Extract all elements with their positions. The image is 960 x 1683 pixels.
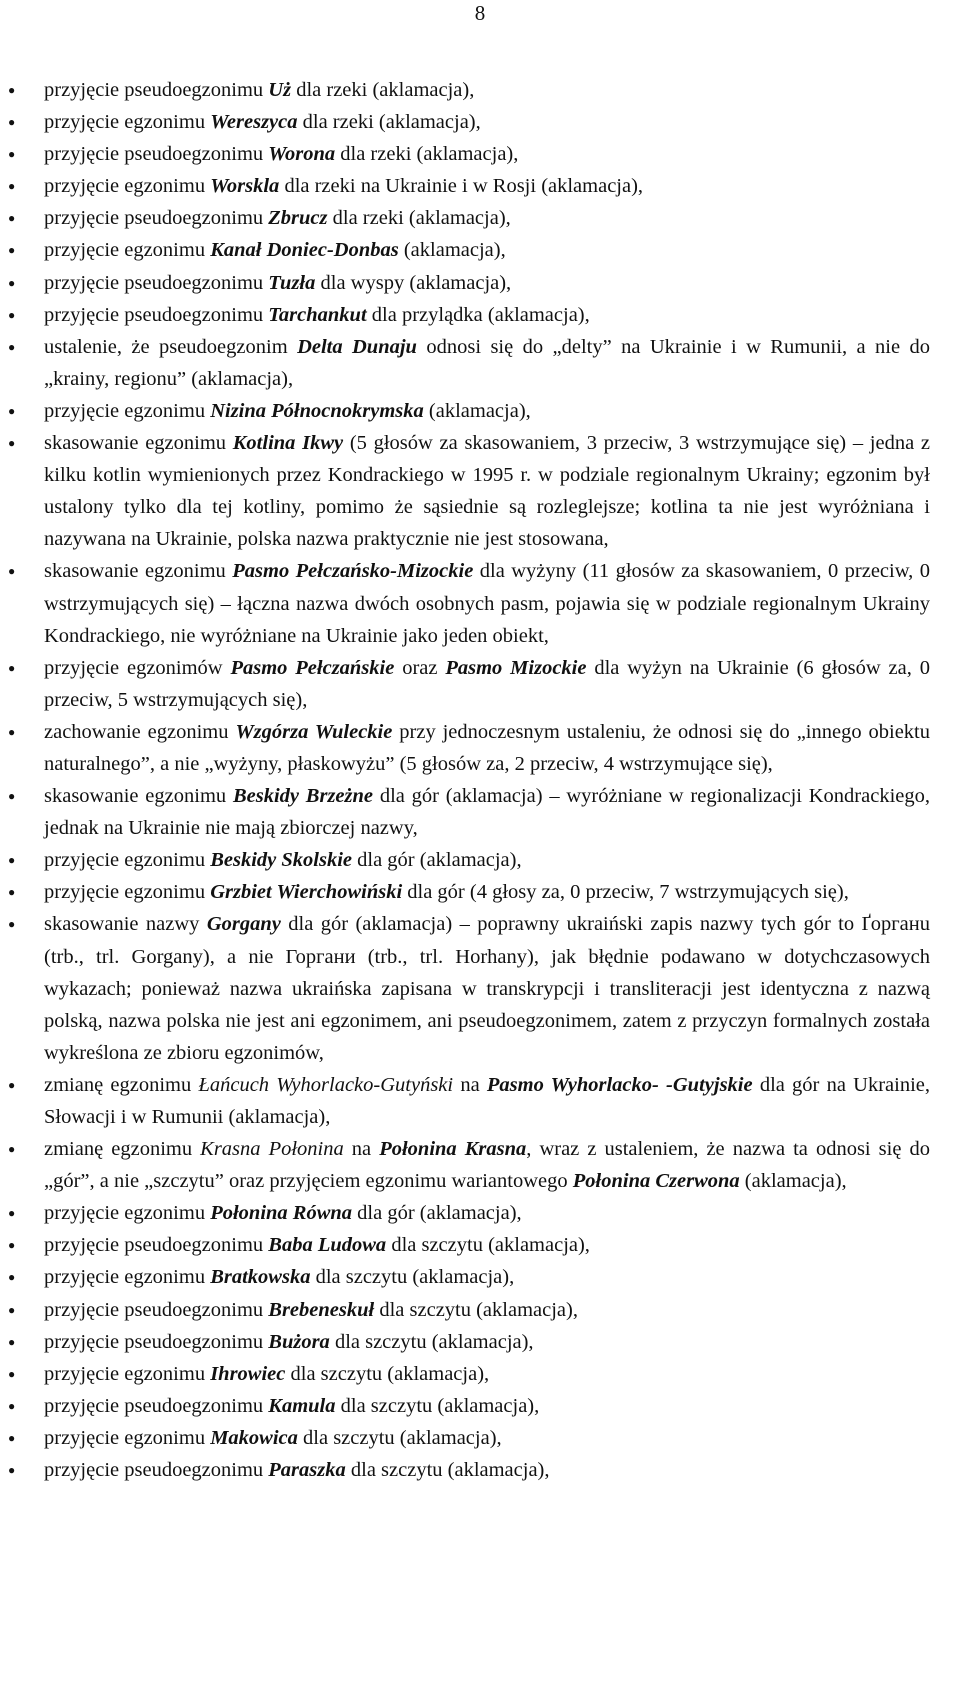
- name-term: Kamula: [268, 1394, 336, 1417]
- name-term: Paraszka: [268, 1459, 346, 1482]
- name-term: Wereszyca: [210, 111, 298, 134]
- name-term: Worona: [268, 143, 336, 166]
- bullet-icon: ●: [8, 917, 16, 932]
- list-item: [8, 106, 930, 138]
- list-item: [8, 1294, 930, 1326]
- item-text: skasowanie egzonimu: [44, 432, 233, 455]
- item-text: przyjęcie pseudoegzonimu: [44, 143, 269, 166]
- name-term: Pasmo Wyhorlacko- -Gutyjskie: [486, 1073, 753, 1096]
- name-term: Łańcuch Wyhorlacko-Gutyński: [198, 1073, 454, 1096]
- item-text: dla szczytu (aklamacja),: [374, 1298, 578, 1321]
- item-text: oraz: [394, 656, 446, 679]
- name-term: Połonina Czerwona: [572, 1170, 740, 1193]
- list-item: [8, 395, 930, 427]
- item-text: skasowanie nazwy: [44, 913, 207, 936]
- name-term: Beskidy Brzeżne: [232, 785, 374, 808]
- name-term: Bratkowska: [210, 1266, 311, 1289]
- item-text: (aklamacja),: [398, 239, 506, 262]
- bullet-icon: ●: [8, 1463, 16, 1478]
- item-text: dla wyspy (aklamacja),: [315, 271, 512, 294]
- item-text: dla rzeki (aklamacja),: [297, 111, 481, 134]
- list-item: [8, 138, 930, 170]
- list-item: [8, 652, 930, 716]
- list-item: [8, 1229, 930, 1261]
- name-term: Makowica: [210, 1426, 298, 1449]
- item-text: zachowanie egzonimu: [44, 720, 236, 743]
- name-term: Uż: [268, 79, 292, 101]
- item-text: przyjęcie egzonimu: [44, 111, 211, 134]
- name-term: Gorgany: [206, 913, 281, 936]
- bullet-icon: ●: [8, 243, 16, 258]
- item-text: przyjęcie egzonimu: [44, 239, 211, 262]
- bullet-icon: ●: [8, 1238, 16, 1253]
- name-term: Beskidy Skolskie: [210, 849, 352, 872]
- item-text: dla szczytu (aklamacja),: [310, 1266, 515, 1289]
- item-text: przyjęcie pseudoegzonimu: [44, 1330, 269, 1353]
- bullet-icon: ●: [8, 1077, 16, 1092]
- item-text: dla szczytu (aklamacja),: [329, 1330, 534, 1353]
- item-text: dla rzeki na Ukrainie i w Rosji (aklamacja),: [279, 175, 644, 198]
- item-text: dla gór na Ukrainie, Słowacji i w Rumunii (aklamacja),: [44, 1073, 930, 1128]
- list-item: [8, 299, 930, 331]
- name-term: Brebeneskuł: [268, 1298, 375, 1321]
- list-item: [8, 234, 930, 266]
- bullet-icon: ●: [8, 211, 16, 226]
- item-text: przyjęcie pseudoegzonimu: [44, 271, 269, 294]
- bullet-icon: ●: [8, 1270, 16, 1285]
- item-text: zmianę egzonimu: [44, 1073, 199, 1096]
- bullet-icon: ●: [8, 1366, 16, 1381]
- name-term: Wzgórza Wuleckie: [235, 720, 393, 743]
- name-term: Bużora: [268, 1330, 330, 1353]
- decision-list: [8, 74, 931, 1486]
- item-text: , wraz z ustaleniem, że nazwa ta odnosi się do „gór”, a nie „szczytu” oraz przyjęciem egzonimu wariantowego: [44, 1138, 931, 1193]
- item-text: przyjęcie egzonimu: [44, 1266, 211, 1289]
- name-term: Połonina Równa: [210, 1202, 353, 1225]
- bullet-icon: ●: [8, 1430, 16, 1445]
- name-term: Baba Ludowa: [268, 1234, 387, 1257]
- item-text: zmianę egzonimu: [44, 1138, 201, 1161]
- name-term: Delta Dunaju: [297, 335, 417, 358]
- bullet-icon: ●: [8, 403, 16, 418]
- list-item: [8, 170, 930, 202]
- list-item: [8, 876, 930, 908]
- bullet-icon: ●: [8, 307, 16, 322]
- name-term: Grzbiet Wierchowiński: [210, 881, 403, 904]
- bullet-icon: ●: [8, 275, 16, 290]
- item-text: dla gór (aklamacja) – poprawny ukraiński zapis nazwy tych gór to Ґорганu (trb., trl. Gorgany), a nie Горгани (trb., trl. Horhany), jak błędnie podawano w dotychczasowych wykazach; ponieważ nazwa ukraińska zapisana w transkrypcji i transliteracji jest identyczna z nazwą polską, nazwa polska nie jest ani egzonimem, ani pseudoegzonimem, zatem z przyczyn formalnych została wykreślona ze zbioru egzonimów,: [44, 913, 930, 1064]
- item-text: przyjęcie pseudoegzonimu: [44, 1234, 269, 1257]
- item-text: odnosi się do „delty” na Ukrainie i w Rumunii, a nie do „krainy, regionu” (aklamacja),: [44, 335, 931, 390]
- list-item: [8, 908, 930, 1068]
- bullet-icon: ●: [8, 339, 16, 354]
- name-term: Ihrowiec: [210, 1362, 286, 1385]
- list-item: [8, 74, 930, 106]
- item-text: przyjęcie egzonimu: [44, 1202, 211, 1225]
- name-term: Pasmo Mizockie: [445, 656, 587, 679]
- list-item: [8, 1261, 930, 1293]
- list-item: [8, 1326, 930, 1358]
- list-item: [8, 555, 931, 651]
- bullet-icon: ●: [8, 436, 16, 451]
- item-text: dla gór (aklamacja),: [352, 849, 522, 872]
- bullet-icon: ●: [8, 853, 16, 868]
- name-term: Pasmo Pełczańskie: [230, 656, 395, 679]
- list-item: [8, 1197, 930, 1229]
- list-item: [8, 780, 931, 844]
- list-item: [8, 427, 930, 555]
- item-text: dla rzeki (aklamacja),: [327, 207, 511, 230]
- list-item: [8, 1069, 930, 1133]
- item-text: dla szczytu (aklamacja),: [285, 1362, 490, 1385]
- name-term: Tarchankut: [268, 303, 367, 326]
- item-text: dla szczytu (aklamacja),: [386, 1234, 590, 1257]
- item-text: (5 głosów za skasowaniem, 3 przeciw, 3 wstrzymujące się) – jedna z kilku kotlin wymienionych przez Kondrackiego w 1995 r. w podziale regionalnym Ukrainy; egzonim był ustalony tylko dla tej kotliny, pomimo że sąsiednie są rozleglejsze; kotlina ta nie jest wyróżniana i nazywana na Ukrainie, polska nazwa praktycznie nie jest stosowana,: [44, 432, 930, 551]
- name-term: Kanał Doniec-Donbas: [210, 239, 399, 262]
- item-text: dla przylądka (aklamacja),: [366, 303, 590, 326]
- bullet-icon: ●: [8, 724, 16, 739]
- item-text: dla rzeki (aklamacja),: [335, 143, 519, 166]
- item-text: dla gór (aklamacja),: [352, 1202, 522, 1225]
- item-text: dla wyżyny (11 głosów za skasowaniem, 0 przeciw, 0 wstrzymujących się) – łączna nazwa dwóch osobnych pasm, pojawia się w podziale regionalnym Ukrainy Kondrackiego, nie wyróżniane na Ukrainie jako jeden obiekt,: [44, 560, 931, 647]
- item-text: przyjęcie egzonimu: [44, 175, 211, 198]
- bullet-icon: ●: [8, 1398, 16, 1413]
- item-text: dla gór (aklamacja) – wyróżniane w regionalizacji Kondrackiego, jednak na Ukrainie nie mają zbiorczej nazwy,: [44, 785, 931, 840]
- item-text: skasowanie egzonimu: [44, 785, 233, 808]
- item-text: dla szczytu (aklamacja),: [297, 1426, 502, 1449]
- bullet-icon: ●: [8, 789, 16, 804]
- bullet-icon: ●: [8, 179, 16, 194]
- list-item: [8, 1358, 930, 1390]
- name-term: Zbrucz: [268, 207, 328, 230]
- bullet-icon: ●: [8, 1334, 16, 1349]
- item-text: przyjęcie pseudoegzonimu: [44, 1394, 269, 1417]
- list-item: [8, 267, 930, 299]
- name-term: Kotlina Ikwy: [232, 432, 344, 455]
- item-text: dla gór (4 głosy za, 0 przeciw, 7 wstrzymujących się),: [402, 881, 849, 904]
- item-text: przyjęcie egzonimu: [44, 881, 211, 904]
- item-text: dla rzeki (aklamacja),: [291, 79, 475, 101]
- name-term: Krasna Połonina: [200, 1138, 344, 1161]
- list-item: [8, 1133, 931, 1197]
- bullet-icon: ●: [8, 564, 16, 579]
- item-text: (aklamacja),: [739, 1170, 847, 1193]
- item-text: na: [343, 1138, 380, 1161]
- item-text: przyjęcie pseudoegzonimu: [44, 1298, 269, 1321]
- bullet-icon: ●: [8, 115, 16, 130]
- item-text: dla szczytu (aklamacja),: [335, 1394, 540, 1417]
- list-item: [8, 202, 930, 234]
- item-text: ustalenie, że pseudoegzonim: [44, 335, 298, 358]
- item-text: przyjęcie pseudoegzonimu: [44, 1459, 269, 1482]
- bullet-icon: ●: [8, 1302, 16, 1317]
- bullet-icon: ●: [8, 660, 16, 675]
- item-text: przy jednoczesnym ustaleniu, że odnosi się do „innego obiektu naturalnego”, a nie „wyżyny, płaskowyżu” (5 głosów za, 2 przeciw, 4 wstrzymujące się),: [44, 720, 930, 775]
- item-text: na: [453, 1073, 487, 1096]
- list-item: [8, 1422, 930, 1454]
- name-term: Worskla: [210, 175, 280, 198]
- bullet-icon: ●: [8, 83, 16, 97]
- item-text: przyjęcie egzonimu: [44, 1362, 211, 1385]
- name-term: Połonina Krasna: [379, 1138, 527, 1161]
- name-term: Pasmo Pełczańsko-Mizockie: [232, 560, 474, 583]
- item-text: przyjęcie egzonimów: [44, 656, 231, 679]
- item-text: przyjęcie pseudoegzonimu: [44, 303, 269, 326]
- item-text: dla szczytu (aklamacja),: [345, 1459, 550, 1482]
- item-text: przyjęcie egzonimu: [44, 399, 211, 422]
- bullet-icon: ●: [8, 885, 16, 900]
- list-item: [8, 1454, 930, 1486]
- page-number: 8: [474, 1, 486, 25]
- item-text: dla wyżyn na Ukrainie (6 głosów za, 0 przeciw, 5 wstrzymujących się),: [44, 656, 930, 711]
- item-text: (aklamacja),: [423, 399, 531, 422]
- list-item: [8, 1390, 930, 1422]
- name-term: Tuzła: [268, 271, 316, 294]
- list-item: [8, 331, 931, 395]
- item-text: przyjęcie pseudoegzonimu: [44, 207, 269, 230]
- list-item: [8, 844, 930, 876]
- item-text: przyjęcie egzonimu: [44, 849, 211, 872]
- item-text: skasowanie egzonimu: [44, 560, 233, 583]
- item-text: przyjęcie egzonimu: [44, 1426, 211, 1449]
- bullet-icon: ●: [8, 147, 16, 162]
- item-text: przyjęcie pseudoegzonimu: [44, 79, 269, 101]
- bullet-icon: ●: [8, 1206, 16, 1221]
- bullet-icon: ●: [8, 1142, 16, 1157]
- name-term: Nizina Północnokrymska: [210, 399, 424, 422]
- list-item: [8, 716, 930, 780]
